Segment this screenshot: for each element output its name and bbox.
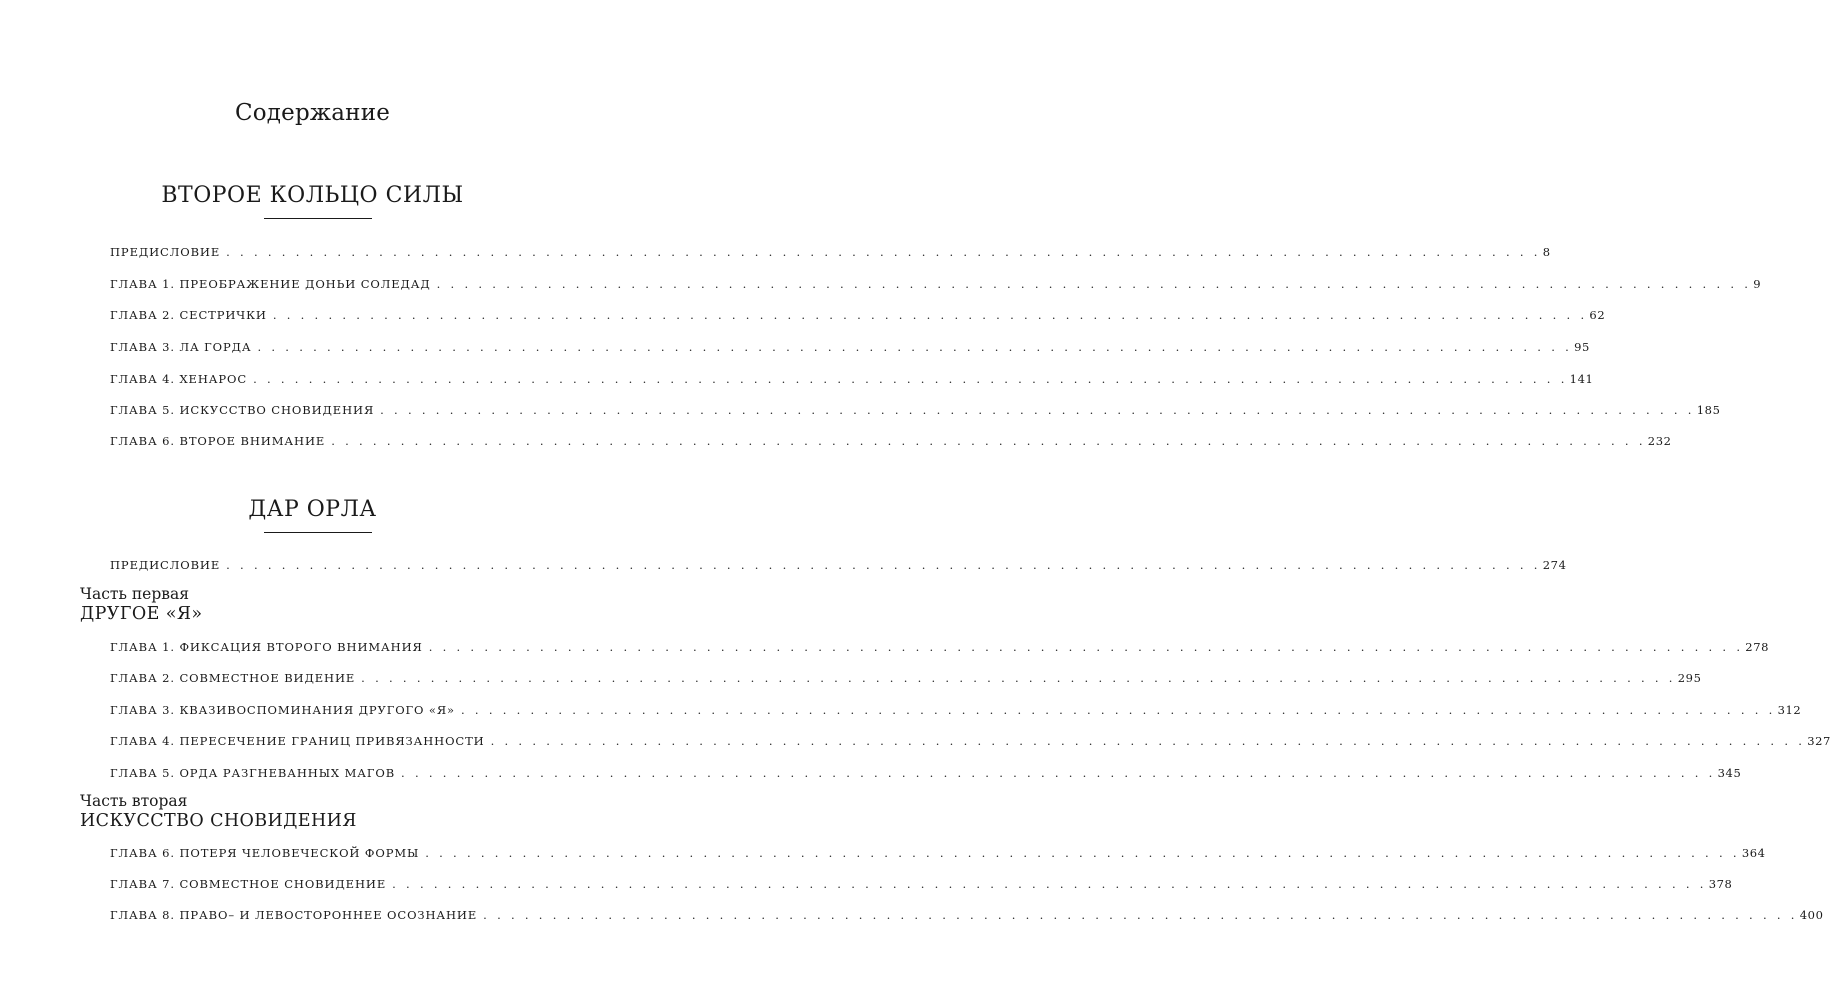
dot-leader: . . . . . . . . . . . . . . . . . . . . . . . . . . . . . . . . . . . . . . . . . . . . . . . . . . . . . . . . . . . . . . . . . . . . . . . . . . . . . . . . . . . . . . . . . . . . . . . [401,766,1716,780]
dot-leader: . . . . . . . . . . . . . . . . . . . . . . . . . . . . . . . . . . . . . . . . . . . . . . . . . . . . . . . . . . . . . . . . . . . . . . . . . . . . . . . . . . . . . . . . . . . . . . . [490,734,1806,748]
toc-entry-label: ГЛАВА 1. ФИКСАЦИЯ ВТОРОГО ВНИМАНИЯ [110,640,423,654]
toc-entry[interactable] [110,846,1766,862]
toc-entry[interactable] [110,308,1606,324]
toc-entry-label: ГЛАВА 2. СОВМЕСТНОЕ ВИДЕНИЕ [110,671,356,685]
dot-leader: . . . . . . . . . . . . . . . . . . . . . . . . . . . . . . . . . . . . . . . . . . . . . . . . . . . . . . . . . . . . . . . . . . . . . . . . . . . . . . . . . . . . . . . . . . . . . . . [436,277,1752,291]
page-title: Содержание [234,100,391,126]
toc-entry-page: 378 [1708,877,1733,891]
dot-leader: . . . . . . . . . . . . . . . . . . . . . . . . . . . . . . . . . . . . . . . . . . . . . . . . . . . . . . . . . . . . . . . . . . . . . . . . . . . . . . . . . . . . . . . . . . . . . . . [425,846,1740,860]
toc-entry-label: ГЛАВА 6. ВТОРОЕ ВНИМАНИЕ [110,434,326,448]
toc-entry-label: ГЛАВА 1. ПРЕОБРАЖЕНИЕ ДОНЬИ СОЛЕДАД [110,277,431,291]
toc-entry-label: ГЛАВА 7. СОВМЕСТНОЕ СНОВИДЕНИЕ [110,877,387,891]
toc-entry-label: ГЛАВА 4. ПЕРЕСЕЧЕНИЕ ГРАНИЦ ПРИВЯЗАННОСТИ [110,734,485,748]
toc-entry-label: ПРЕДИСЛОВИЕ [110,245,221,259]
title-underline [264,532,372,533]
toc-entry-label: ПРЕДИСЛОВИЕ [110,558,221,572]
toc-entry[interactable] [110,277,1762,293]
toc-entry-label: ГЛАВА 6. ПОТЕРЯ ЧЕЛОВЕЧЕСКОЙ ФОРМЫ [110,846,420,860]
toc-entry[interactable] [110,766,1742,782]
dot-leader: . . . . . . . . . . . . . . . . . . . . . . . . . . . . . . . . . . . . . . . . . . . . . . . . . . . . . . . . . . . . . . . . . . . . . . . . . . . . . . . . . . . . . . . . . . . . . . . [272,308,1588,322]
toc-entry[interactable] [110,640,1770,656]
toc-entry-label: ГЛАВА 8. ПРАВО– И ЛЕВОСТОРОННЕЕ ОСОЗНАНИЕ [110,908,478,922]
toc-entry[interactable] [110,372,1594,388]
toc-entry-label: ГЛАВА 2. СЕСТРИЧКИ [110,308,267,322]
dot-leader: . . . . . . . . . . . . . . . . . . . . . . . . . . . . . . . . . . . . . . . . . . . . . . . . . . . . . . . . . . . . . . . . . . . . . . . . . . . . . . . . . . . . . . . . . . . . . . . [428,640,1744,654]
toc-entry-page: 62 [1589,308,1606,322]
toc-entry[interactable] [110,908,1824,924]
toc-entry[interactable] [110,245,1551,261]
dot-leader: . . . . . . . . . . . . . . . . . . . . . . . . . . . . . . . . . . . . . . . . . . . . . . . . . . . . . . . . . . . . . . . . . . . . . . . . . . . . . . . . . . . . . . . . . . . . . . . [226,245,1541,259]
toc-entry-label: ГЛАВА 3. КВАЗИВОСПОМИНАНИЯ ДРУГОГО «Я» [110,703,455,717]
toc-entry-page: 295 [1677,671,1702,685]
dot-leader: . . . . . . . . . . . . . . . . . . . . . . . . . . . . . . . . . . . . . . . . . . . . . . . . . . . . . . . . . . . . . . . . . . . . . . . . . . . . . . . . . . . . . . . . . . . . . . . [253,372,1568,386]
part-caption: Часть вторая [80,792,188,810]
toc-entry[interactable] [110,340,1590,356]
toc-entry-page: 8 [1542,245,1551,259]
part-title: ДРУГОЕ «Я» [80,604,203,624]
toc-entry-label: ГЛАВА 4. ХЕНАРОС [110,372,248,386]
toc-entry-page: 312 [1777,703,1802,717]
toc-entry-page: 274 [1542,558,1567,572]
dot-leader: . . . . . . . . . . . . . . . . . . . . . . . . . . . . . . . . . . . . . . . . . . . . . . . . . . . . . . . . . . . . . . . . . . . . . . . . . . . . . . . . . . . . . . . . . . . . . . . [331,434,1646,448]
toc-entry-page: 364 [1741,846,1766,860]
dot-leader: . . . . . . . . . . . . . . . . . . . . . . . . . . . . . . . . . . . . . . . . . . . . . . . . . . . . . . . . . . . . . . . . . . . . . . . . . . . . . . . . . . . . . . . . . . . . . . . [392,877,1707,891]
toc-entry-page: 278 [1745,640,1770,654]
toc-entry-page: 400 [1799,908,1824,922]
toc-entry[interactable] [110,671,1702,687]
toc-entry[interactable] [110,558,1567,574]
toc-entry[interactable] [110,734,1831,750]
part-title: ИСКУССТВО СНОВИДЕНИЯ [80,811,357,831]
toc-entry-page: 95 [1574,340,1590,354]
toc-entry[interactable] [110,703,1802,719]
toc-entry-page: 232 [1647,434,1672,448]
dot-leader: . . . . . . . . . . . . . . . . . . . . . . . . . . . . . . . . . . . . . . . . . . . . . . . . . . . . . . . . . . . . . . . . . . . . . . . . . . . . . . . . . . . . . . . . . . . . . . . [257,340,1573,354]
toc-entry[interactable] [110,403,1721,419]
dot-leader: . . . . . . . . . . . . . . . . . . . . . . . . . . . . . . . . . . . . . . . . . . . . . . . . . . . . . . . . . . . . . . . . . . . . . . . . . . . . . . . . . . . . . . . . . . . . . . . [461,703,1776,717]
dot-leader: . . . . . . . . . . . . . . . . . . . . . . . . . . . . . . . . . . . . . . . . . . . . . . . . . . . . . . . . . . . . . . . . . . . . . . . . . . . . . . . . . . . . . . . . . . . . . . . [483,908,1798,922]
toc-entry-page: 327 [1807,734,1831,748]
part-caption: Часть первая [80,585,190,603]
toc-entry-page: 185 [1696,403,1721,417]
toc-entry-page: 345 [1717,766,1742,780]
toc-entry[interactable] [110,877,1733,893]
title-underline [264,218,372,219]
toc-entry-label: ГЛАВА 5. ОРДА РАЗГНЕВАННЫХ МАГОВ [110,766,396,780]
book-title-eagle-gift: ДАР ОРЛА [248,497,377,522]
toc-entry-page: 141 [1569,372,1594,386]
toc-entry[interactable] [110,434,1672,450]
dot-leader: . . . . . . . . . . . . . . . . . . . . . . . . . . . . . . . . . . . . . . . . . . . . . . . . . . . . . . . . . . . . . . . . . . . . . . . . . . . . . . . . . . . . . . . . . . . . . . . [361,671,1676,685]
dot-leader: . . . . . . . . . . . . . . . . . . . . . . . . . . . . . . . . . . . . . . . . . . . . . . . . . . . . . . . . . . . . . . . . . . . . . . . . . . . . . . . . . . . . . . . . . . . . . . . [226,558,1541,572]
toc-entry-label: ГЛАВА 5. ИСКУССТВО СНОВИДЕНИЯ [110,403,375,417]
book-title-second-ring: ВТОРОЕ КОЛЬЦО СИЛЫ [161,183,464,208]
toc-entry-label: ГЛАВА 3. ЛА ГОРДА [110,340,252,354]
toc-entry-page: 9 [1753,277,1762,291]
dot-leader: . . . . . . . . . . . . . . . . . . . . . . . . . . . . . . . . . . . . . . . . . . . . . . . . . . . . . . . . . . . . . . . . . . . . . . . . . . . . . . . . . . . . . . . . . . . . . . . [380,403,1695,417]
